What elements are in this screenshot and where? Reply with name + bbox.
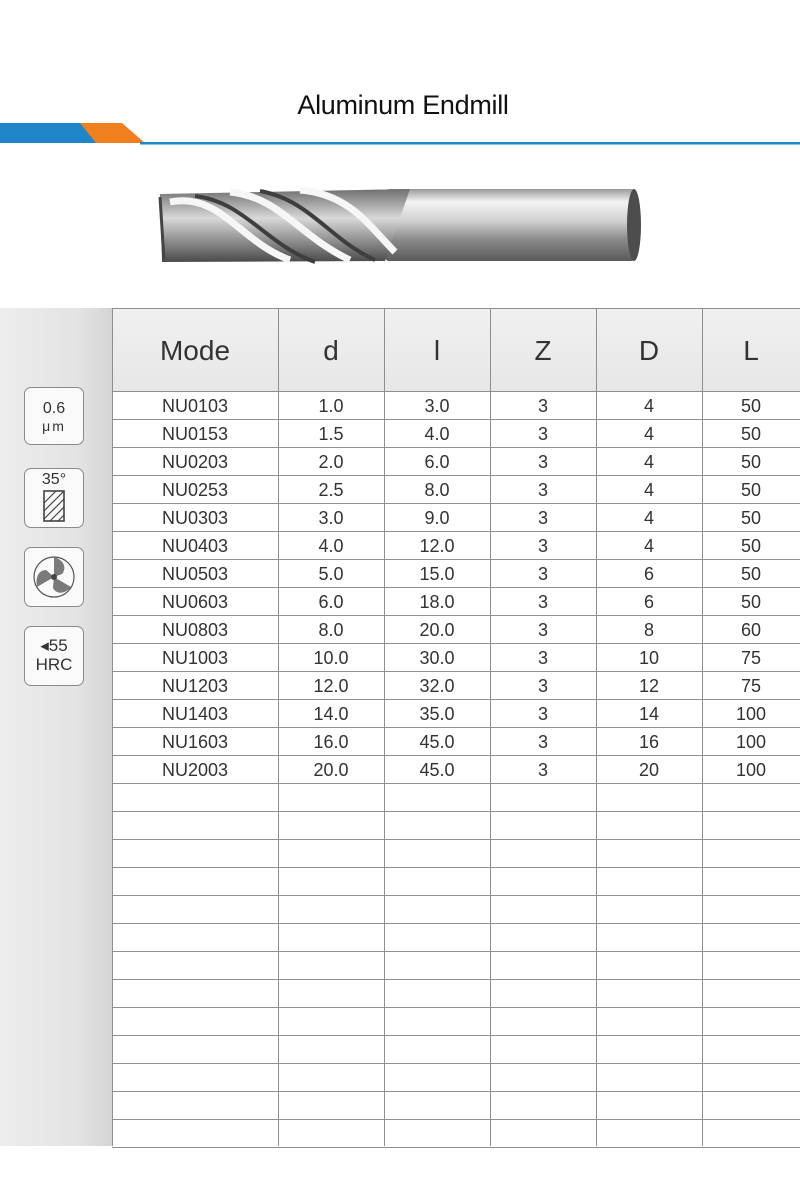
cell-d: 2.0: [318, 452, 344, 472]
col-header-d: d: [323, 335, 339, 366]
cell-z: 3: [537, 536, 548, 556]
cell-L: 75: [740, 676, 762, 696]
cell-l: 30.0: [419, 648, 455, 668]
cell-z: 3: [537, 564, 548, 584]
flute-badge: [24, 547, 84, 607]
cell-L: 50: [740, 564, 762, 584]
page-title: Aluminum Endmill: [297, 90, 509, 120]
table-row: [112, 560, 800, 588]
grid-hline: [112, 811, 800, 812]
cell-mode: NU0403: [161, 536, 229, 556]
cell-mode: NU1003: [161, 648, 229, 668]
cell-z: 3: [537, 676, 548, 696]
table-row: [112, 588, 800, 616]
cell-L: 100: [735, 732, 767, 752]
table-row: [112, 476, 800, 504]
col-header-D: D: [638, 335, 660, 366]
grid-hline: [112, 531, 800, 532]
cell-l: 6.0: [424, 452, 450, 472]
cell-mode: NU1403: [161, 704, 229, 724]
cell-D: 6: [643, 564, 654, 584]
grid-hline: [112, 419, 800, 420]
table-row: [112, 532, 800, 560]
cell-mode: NU0203: [161, 452, 229, 472]
grid-hline: [112, 643, 800, 644]
cell-l: 32.0: [419, 676, 455, 696]
cell-z: 3: [537, 452, 548, 472]
cell-d: 2.5: [318, 480, 344, 500]
grid-hline: [112, 559, 800, 560]
grid-hline: [112, 308, 800, 309]
grid-hline: [112, 867, 800, 868]
cell-z: 3: [537, 648, 548, 668]
table-row: [112, 644, 800, 672]
cell-mode: NU1603: [161, 732, 229, 752]
hardness-badge: ◂55 HRC: [24, 626, 84, 686]
cell-d: 4.0: [318, 536, 344, 556]
cell-l: 12.0: [419, 536, 455, 556]
grid-hline: [112, 839, 800, 840]
cell-mode: NU0153: [161, 424, 229, 444]
cell-z: 3: [537, 592, 548, 612]
cell-d: 3.0: [318, 508, 344, 528]
cell-d: 5.0: [318, 564, 344, 584]
grid-hline: [112, 1119, 800, 1120]
col-header-l: l: [433, 335, 441, 366]
grid-hline: [112, 1063, 800, 1064]
grid-hline: [112, 1007, 800, 1008]
table-row: [112, 672, 800, 700]
cell-z: 3: [537, 508, 548, 528]
table-row: [112, 616, 800, 644]
cell-mode: NU0803: [161, 620, 229, 640]
cell-d: 12.0: [313, 676, 349, 696]
col-header-z: Z: [534, 335, 552, 366]
cell-z: 3: [537, 396, 548, 416]
three-flute-icon: [29, 552, 79, 602]
spec-table: [112, 308, 800, 1146]
endmill-product-image: [150, 182, 650, 272]
cell-d: 10.0: [313, 648, 349, 668]
grid-hline: [112, 1147, 800, 1148]
surface-roughness-badge: 0.6 μm: [24, 387, 84, 445]
cell-D: 16: [638, 732, 660, 752]
grid-hline: [112, 615, 800, 616]
cell-D: 4: [643, 452, 654, 472]
grid-hline: [112, 391, 800, 392]
cell-L: 50: [740, 480, 762, 500]
grid-hline: [112, 1035, 800, 1036]
cell-l: 3.0: [424, 396, 450, 416]
grid-hline: [112, 755, 800, 756]
cell-l: 20.0: [419, 620, 455, 640]
table-row: [112, 448, 800, 476]
cell-L: 50: [740, 452, 762, 472]
cell-d: 16.0: [313, 732, 349, 752]
cell-L: 50: [740, 508, 762, 528]
table-row: [112, 420, 800, 448]
grid-hline: [112, 671, 800, 672]
grid-hline: [112, 1091, 800, 1092]
grid-hline: [112, 979, 800, 980]
helix-angle-badge: 35°: [24, 468, 84, 528]
grid-hline: [112, 699, 800, 700]
cell-l: 15.0: [419, 564, 455, 584]
grid-hline: [112, 503, 800, 504]
cell-l: 4.0: [424, 424, 450, 444]
cell-D: 4: [643, 424, 654, 444]
grid-hline: [112, 951, 800, 952]
cell-L: 75: [740, 648, 762, 668]
table-row: [112, 700, 800, 728]
cell-D: 4: [643, 536, 654, 556]
cell-l: 8.0: [424, 480, 450, 500]
cell-D: 4: [643, 396, 654, 416]
cell-D: 4: [643, 480, 654, 500]
cell-mode: NU0503: [161, 564, 229, 584]
cell-D: 8: [643, 620, 654, 640]
cell-z: 3: [537, 760, 548, 780]
grid-hline: [112, 475, 800, 476]
cell-L: 100: [735, 760, 767, 780]
table-row: [112, 756, 800, 784]
cell-mode: NU0303: [161, 508, 229, 528]
cell-mode: NU2003: [161, 760, 229, 780]
col-header-L: L: [743, 335, 759, 366]
cell-D: 14: [638, 704, 660, 724]
cell-L: 50: [740, 396, 762, 416]
cell-D: 12: [638, 676, 660, 696]
cell-L: 60: [740, 620, 762, 640]
cell-L: 50: [740, 424, 762, 444]
grid-hline: [112, 727, 800, 728]
cell-L: 50: [740, 536, 762, 556]
cell-D: 6: [643, 592, 654, 612]
table-row: [112, 392, 800, 420]
grid-hline: [112, 783, 800, 784]
cell-D: 10: [638, 648, 660, 668]
cell-l: 45.0: [419, 760, 455, 780]
cell-d: 20.0: [313, 760, 349, 780]
cell-d: 1.5: [318, 424, 344, 444]
cell-z: 3: [537, 424, 548, 444]
cell-D: 4: [643, 508, 654, 528]
cell-z: 3: [537, 732, 548, 752]
grid-hline: [112, 587, 800, 588]
cell-d: 8.0: [318, 620, 344, 640]
cell-d: 6.0: [318, 592, 344, 612]
header-accent-band: [0, 120, 800, 150]
cell-z: 3: [537, 480, 548, 500]
cell-mode: NU0603: [161, 592, 229, 612]
cell-mode: NU1203: [161, 676, 229, 696]
grid-hline: [112, 447, 800, 448]
cell-l: 35.0: [419, 704, 455, 724]
cell-L: 50: [740, 592, 762, 612]
table-row: [112, 728, 800, 756]
cell-mode: NU0253: [161, 480, 229, 500]
cell-z: 3: [537, 620, 548, 640]
cell-L: 100: [735, 704, 767, 724]
table-row: [112, 504, 800, 532]
cell-l: 18.0: [419, 592, 455, 612]
cell-D: 20: [638, 760, 660, 780]
cell-mode: NU0103: [161, 396, 229, 416]
grid-hline: [112, 895, 800, 896]
cell-d: 14.0: [313, 704, 349, 724]
col-header-mode: Mode: [159, 335, 231, 366]
cell-d: 1.0: [318, 396, 344, 416]
cell-l: 9.0: [424, 508, 450, 528]
grid-hline: [112, 923, 800, 924]
helix-icon: [36, 489, 72, 523]
cell-l: 45.0: [419, 732, 455, 752]
cell-z: 3: [537, 704, 548, 724]
